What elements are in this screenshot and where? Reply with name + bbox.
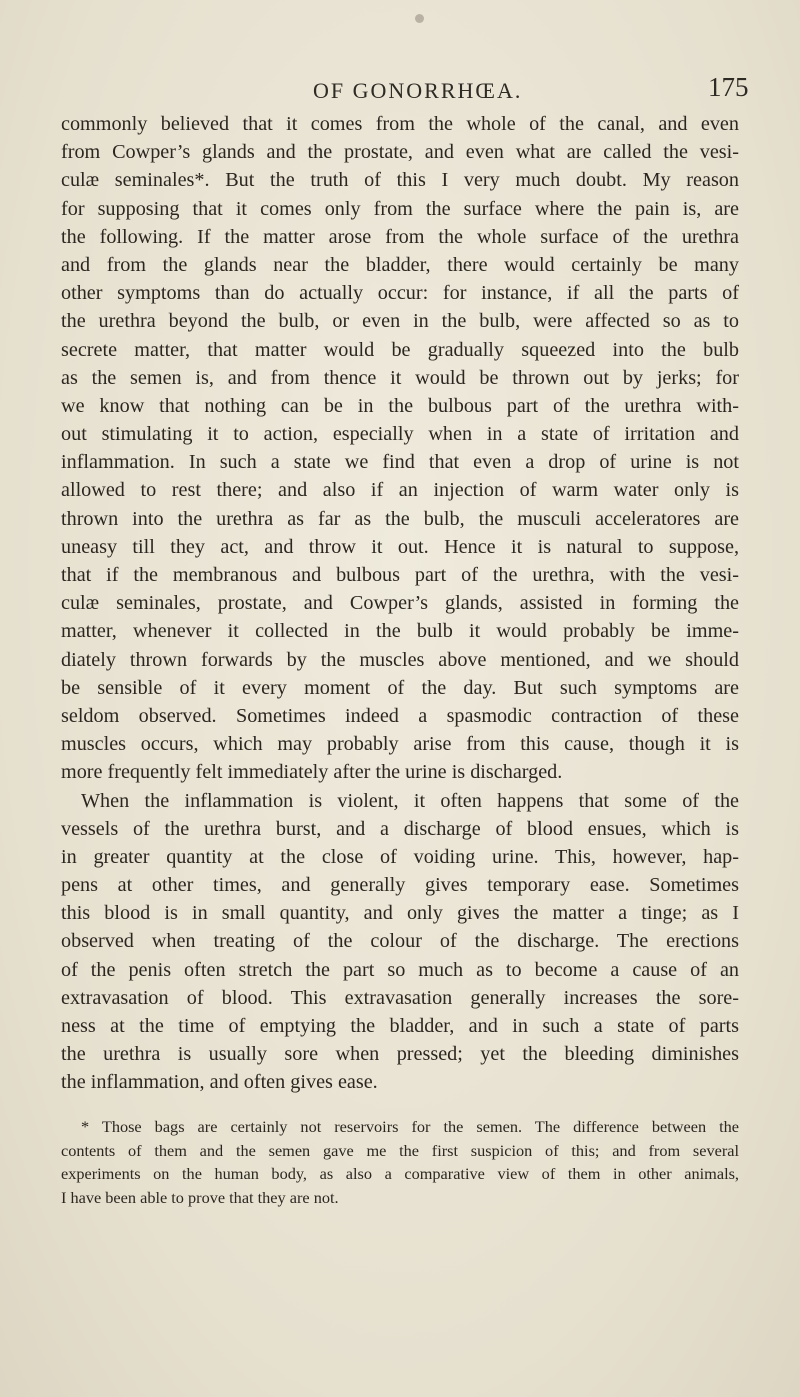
body-line: we know that nothing can be in the bulbous part of the urethra with- [61,394,739,417]
page-blemish-dot [415,14,424,23]
body-line: thrown into the urethra as far as the bulb, the musculi acceleratores are [61,507,739,530]
body-line: in greater quantity at the close of voiding urine. This, however, hap- [61,845,739,868]
body-line: the following. If the matter arose from the whole surface of the urethra [61,225,739,248]
page-header [0,72,800,112]
body-line: be sensible of it every moment of the day. But such symptoms are [61,676,739,699]
body-line: from Cowper’s glands and the prostate, and even what are called the vesi- [61,141,739,164]
body-line: matter, whenever it collected in the bulb it would probably be imme- [61,620,739,643]
footnote-line: experiments on the human body, as also a comparative view of them in other animals, [61,1164,739,1183]
body-line: inflammation. In such a state we find that even a drop of urine is not [61,451,739,474]
running-title: OF GONORRHŒA. [313,78,523,103]
body-line: more frequently felt immediately after the urine is discharged. [61,761,563,784]
body-line: culæ seminales, prostate, and Cowper’s glands, assisted in forming the [61,592,739,615]
body-line: that if the membranous and bulbous part of the urethra, with the vesi- [61,564,739,586]
body-line: pens at other times, and generally gives temporary ease. Sometimes [61,874,739,897]
body-line: ness at the time of emptying the bladder, and in such a state of parts [61,1015,739,1037]
body-line: allowed to rest there; and also if an injection of warm water only is [61,479,739,502]
footnote-line: contents of them and the semen gave me the first suspicion of this; and from several [61,1140,739,1160]
body-line: observed when treating of the colour of the discharge. The erections [61,930,739,953]
footnote-line: I have been able to prove that they are not. [61,1187,339,1207]
body-paragraphs [61,110,739,1097]
body-line: other symptoms than do actually occur: for instance, if all the parts of [61,282,739,305]
footnote-line: * Those bags are certainly not reservoirs for the semen. The difference between the [81,1117,739,1136]
body-line: the urethra is usually sore when pressed; yet the bleeding diminishes [61,1043,739,1066]
body-line: and from the glands near the bladder, there would certainly be many [61,253,739,276]
body-line: muscles occurs, which may probably arise from this cause, though it is [61,733,739,756]
body-line: out stimulating it to action, especially when in a state of irritation and [61,423,739,446]
body-line: seldom observed. Sometimes indeed a spasmodic contraction of these [61,704,739,727]
body-line: as the semen is, and from thence it would be thrown out by jerks; for [61,366,739,389]
body-line: vessels of the urethra burst, and a discharge of blood ensues, which is [61,817,739,840]
body-line: When the inflammation is violent, it often happens that some of the [81,789,739,812]
body-line: the urethra beyond the bulb, or even in the bulb, were affected so as to [61,310,739,333]
body-line: extravasation of blood. This extravasation generally increases the sore- [61,986,739,1009]
page-number: 175 [708,72,749,102]
footnote [61,1115,739,1209]
body-line: culæ seminales*. But the truth of this I very much doubt. My reason [61,169,739,192]
body-line: this blood is in small quantity, and only gives the matter a tinge; as I [61,902,739,925]
body-line: of the penis often stretch the part so much as to become a cause of an [61,958,739,981]
body-line: secrete matter, that matter would be gradually squeezed into the bulb [61,338,739,361]
body-line: commonly believed that it comes from the whole of the canal, and even [61,113,739,135]
body-line: uneasy till they act, and throw it out. Hence it is natural to suppose, [61,535,739,558]
body-line: the inflammation, and often gives ease. [61,1071,378,1094]
body-line: for supposing that it comes only from the surface where the pain is, are [61,197,739,220]
body-line: diately thrown forwards by the muscles above mentioned, and we should [61,648,739,671]
